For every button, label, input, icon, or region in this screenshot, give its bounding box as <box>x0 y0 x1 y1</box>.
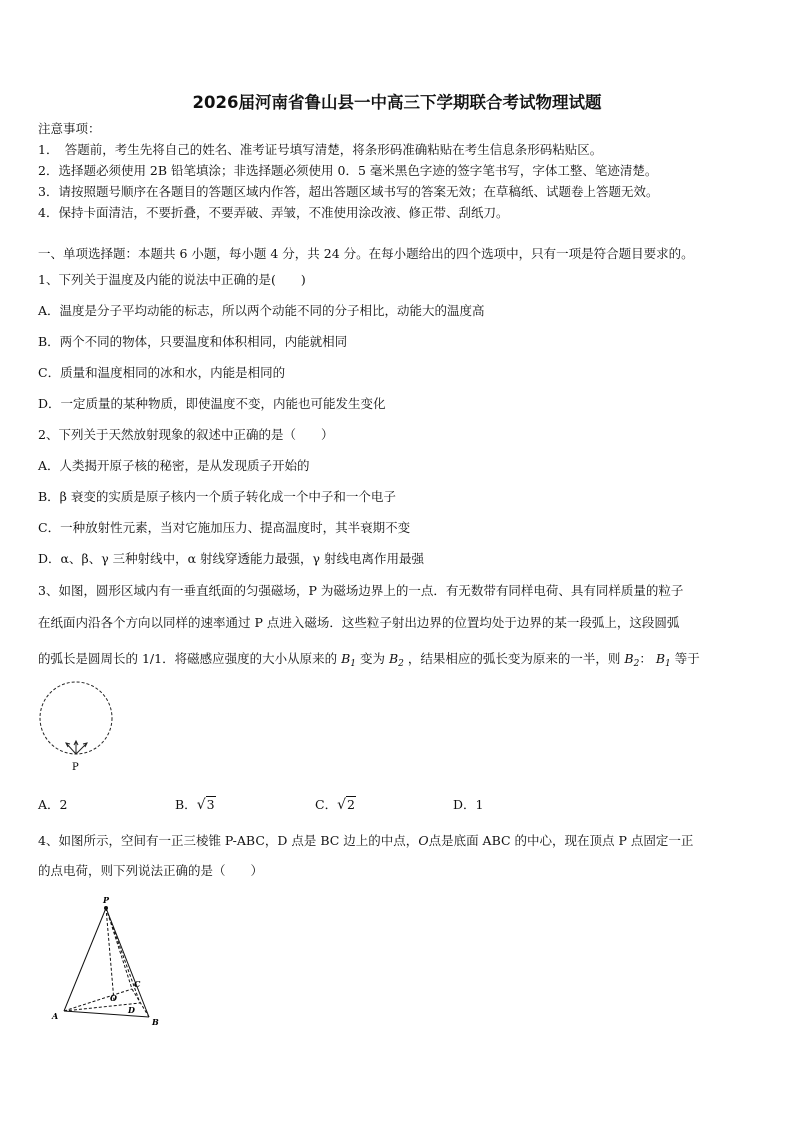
q1-option-d: D．一定质量的某种物质，即使温度不变，内能也可能发生变化 <box>38 396 386 411</box>
notice-item-3: 3．请按照题号顺序在各题目的答题区域内作答，超出答题区域书写的答案无效；在草稿纸、试题卷上答题无效。 <box>38 184 659 199</box>
point-o-label: O <box>110 993 117 1003</box>
b2-symbol: $B_2$ <box>388 651 404 669</box>
q1-option-b: B．两个不同的物体，只要温度和体积相同，内能就相同 <box>38 334 348 349</box>
center-o-symbol: O <box>418 833 429 848</box>
q3-line-1: 3、如图，圆形区域内有一垂直纸面的匀强磁场，P 为磁场边界上的一点．有无数带有同样电荷、具有同样质量的粒子 <box>38 583 684 598</box>
q1-option-a: A．温度是分子平均动能的标志，所以两个动能不同的分子相比，动能大的温度高 <box>38 303 485 318</box>
notice-item-1: 1． 答题前，考生先将自己的姓名、准考证号填写清楚，将条形码准确粘贴在考生信息条形码粘贴区。 <box>38 142 603 157</box>
notice-heading: 注意事项： <box>38 121 101 136</box>
q4-line-1: 4、如图所示，空间有一正三棱锥 P-ABC，D 点是 BC 边上的中点，O点是底面 ABC 的中心，现在顶点 P 点固定一正 <box>38 833 694 848</box>
notice-item-2: 2．选择题必须使用 2B 铅笔填涂；非选择题必须使用 0．5 毫米黑色字迹的签字笔书写，字体工整、笔迹清楚。 <box>38 163 658 178</box>
q1-option-c: C．质量和温度相同的冰和水，内能是相同的 <box>38 365 286 380</box>
vertex-p-label: P <box>103 895 110 905</box>
b1-symbol: $B_1$ <box>341 651 356 669</box>
vertex-a-label: A <box>52 1011 59 1021</box>
q1-stem: 1、下列关于温度及内能的说法中正确的是( ) <box>38 272 306 287</box>
point-p-label: P <box>72 762 79 773</box>
q3-line-2: 在纸面内沿各个方向以同样的速率通过 P 点进入磁场．这些粒子射出边界的位置均处于边界的某一段弧上，这段圆弧 <box>38 615 680 630</box>
q4-line-2: 的点电荷，则下列说法正确的是（ ） <box>38 863 264 878</box>
q2-stem: 2、下列关于天然放射现象的叙述中正确的是（ ） <box>38 427 334 442</box>
notice-item-4: 4．保持卡面清洁，不要折叠，不要弄破、弄皱，不准使用涂改液、修正带、刮纸刀。 <box>38 205 509 220</box>
vertex-b-label: B <box>152 1017 159 1027</box>
q2-option-b: B．β 衰变的实质是原子核内一个质子转化成一个中子和一个电子 <box>38 489 396 504</box>
magnetic-field-circle-figure <box>34 681 124 781</box>
q2-option-c: C．一种放射性元素，当对它施加压力、提高温度时，其半衰期不变 <box>38 520 411 535</box>
q2-option-d: D．α、β、γ 三种射线中，α 射线穿透能力最强，γ 射线电离作用最强 <box>38 551 424 566</box>
q3-option-c: C．√2 <box>315 797 355 813</box>
page-title: 2026届河南省鲁山县一中高三下学期联合考试物理试题 <box>192 93 602 112</box>
b1-symbol-ratio: $B_1$ <box>655 651 671 669</box>
section-heading: 一、单项选择题：本题共 6 小题，每小题 4 分，共 24 分。在每小题给出的四个选项中，只有一项是符合题目要求的。 <box>38 246 694 261</box>
q3-option-b: B．√3 <box>175 797 215 813</box>
point-d-label: D <box>128 1005 135 1015</box>
q3-option-d: D．1 <box>453 797 484 812</box>
q3-line-3: 的弧长是圆周长的 1/1．将磁感应强度的大小从原来的 $B_1$ 变为 $B_2$ ，结果相应的弧长变为原来的一半，则 $B_2$： $B_1$ 等于 <box>38 651 700 669</box>
b2-symbol-ratio: $B_2$ <box>624 651 640 669</box>
vertex-c-label: C <box>134 979 141 989</box>
q3-option-a: A．2 <box>38 797 68 812</box>
pyramid-figure <box>44 893 174 1033</box>
q2-option-a: A．人类揭开原子核的秘密，是从发现质子开始的 <box>38 458 310 473</box>
